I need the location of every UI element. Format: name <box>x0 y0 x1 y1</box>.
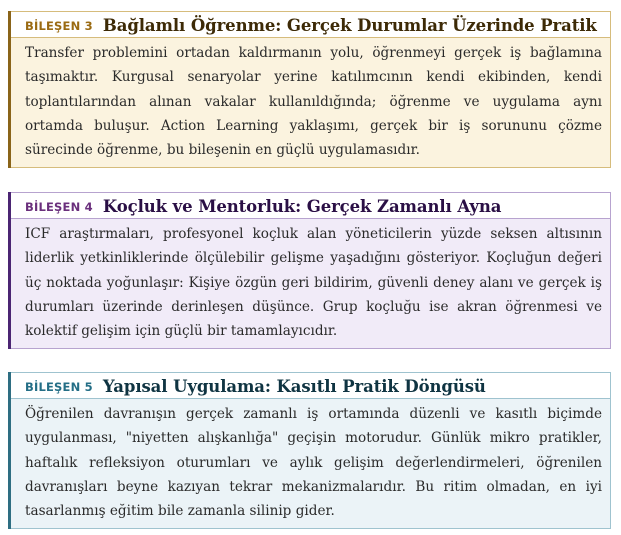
component-title: Bağlamlı Öğrenme: Gerçek Durumlar Üzerinde Pratik <box>102 16 597 35</box>
component-title: Koçluk ve Mentorluk: Gerçek Zamanlı Ayna <box>102 197 502 216</box>
component-card-3 <box>8 11 611 168</box>
card-header <box>11 372 611 398</box>
component-title: Yapısal Uygulama: Kasıtlı Pratik Döngüsü <box>102 377 486 396</box>
component-body: ICF araştırmaları, profesyonel koçluk alan yöneticilerin yüzde seksen altısının liderlik yetkinliklerinde ölçülebilir gelişme yaşadığını gösteriyor. Koçluğun değeri üç noktada yoğunlaşır: Kişiye özgün geri bildirim, güvenli deney alanı ve gerçek iş durumları üzerinde derinleşen düşünce. Grup koçluğu ise akran öğrenmesi ve kolektif gelişim için güçlü bir tamamlayıcıdır. <box>11 218 611 349</box>
component-body: Öğrenilen davranışın gerçek zamanlı iş ortamında düzenli ve kasıtlı biçimde uygulanması, "niyetten alışkanlığa" geçişin motorudur. Günlük mikro pratikler, haftalık refleksiyon oturumları ve aylık gelişim değerlendirmeleri, öğrenilen davranışları beyne kazıyan tekrar mekanizmalarıdır. Bu ritim olmadan, en iyi tasarlanmış eğitim bile zamanla silinip gider. <box>11 398 611 529</box>
component-label: BİLEŞEN 5 <box>25 380 93 394</box>
component-label: BİLEŞEN 3 <box>25 19 93 33</box>
card-header <box>11 11 611 37</box>
component-label: BİLEŞEN 4 <box>25 200 93 214</box>
component-card-4 <box>8 192 611 349</box>
card-header <box>11 192 611 218</box>
component-card-5 <box>8 372 611 529</box>
component-body: Transfer problemini ortadan kaldırmanın yolu, öğrenmeyi gerçek iş bağlamına taşımaktır. Kurgusal senaryolar yerine katılımcının kendi ekibinden, kendi toplantılarından alınan vakalar kullanıldığında; öğrenme ve uygulama aynı ortamda buluşur. Action Learning yaklaşımı, gerçek bir iş sorununu çözme sürecinde öğrenme, bu bileşenin en güçlü uygulamasıdır. <box>11 37 611 168</box>
